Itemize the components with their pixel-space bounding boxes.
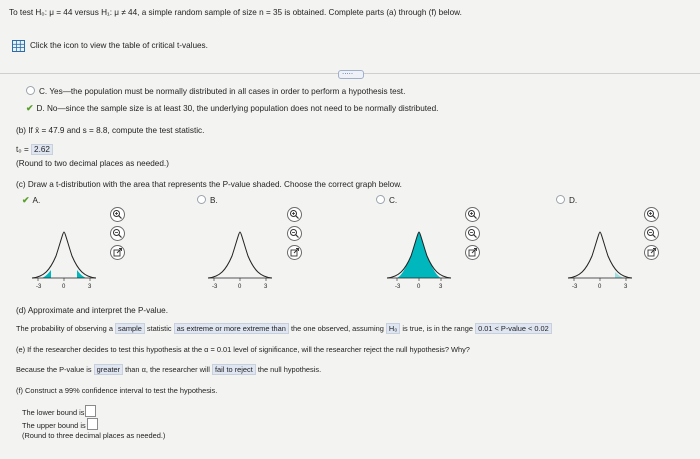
option-c-d[interactable]: D.	[556, 195, 577, 205]
t-curve	[32, 232, 96, 278]
zoom-out-icon[interactable]	[110, 226, 125, 241]
dropdown-sample[interactable]: sample	[115, 323, 145, 334]
tick-label: 3	[439, 284, 443, 290]
option-c-a[interactable]: ✔ A.	[22, 195, 41, 205]
t0-value-field[interactable]: 2.62	[31, 144, 53, 155]
zoom-in-icon[interactable]	[110, 207, 125, 222]
popout-icon[interactable]	[644, 245, 659, 260]
dropdown-comparison[interactable]: greater	[94, 364, 123, 375]
expand-button[interactable]: .....	[338, 70, 364, 79]
zoom-in-icon[interactable]	[287, 207, 302, 222]
dropdown-decision[interactable]: fail to reject	[212, 364, 256, 375]
part-c-prompt: (c) Draw a t-distribution with the area that represents the P-value shaded. Choose the correct graph below.	[16, 180, 402, 189]
tick-label: -3	[395, 284, 401, 290]
upper-bound-input[interactable]	[87, 418, 98, 430]
table-icon[interactable]	[12, 40, 25, 52]
zoom-out-icon[interactable]	[465, 226, 480, 241]
zoom-out-icon[interactable]	[287, 226, 302, 241]
part-f-prompt: (f) Construct a 99% confidence interval to test the hypothesis.	[16, 386, 218, 395]
t-curve	[208, 232, 272, 278]
radio-icon[interactable]	[197, 195, 206, 204]
tick-label: 3	[264, 284, 268, 290]
dropdown-hypothesis[interactable]: H₀	[386, 323, 400, 334]
t-curve	[568, 232, 632, 278]
zoom-in-icon[interactable]	[465, 207, 480, 222]
tick-label: -3	[36, 284, 42, 290]
t0-answer: t₀ = 2.62	[16, 145, 53, 154]
tick-label: 0	[417, 284, 421, 290]
option-c-c[interactable]: C.	[376, 195, 397, 205]
question-intro: To test H₀: μ = 44 versus H₁: μ ≠ 44, a simple random sample of size n = 35 is obtained. Complete parts (a) through (f) below.	[9, 8, 462, 17]
part-e-prompt: (e) If the researcher decides to test this hypothesis at the α = 0.01 level of significance, will the researcher reject the null hypothesis? Why?	[16, 345, 470, 354]
part-b-note: (Round to two decimal places as needed.)	[16, 159, 169, 168]
table-link[interactable]: Click the icon to view the table of critical t-values.	[30, 41, 208, 50]
graph-d	[566, 220, 646, 290]
part-f-note: (Round to three decimal places as needed.)	[22, 431, 166, 440]
part-e-answer: Because the P-value is greater than α, the researcher will fail to reject the null hypothesis.	[16, 365, 322, 374]
zoom-in-icon[interactable]	[644, 207, 659, 222]
shaded-right-tail	[77, 270, 96, 278]
tick-label: 3	[88, 284, 92, 290]
option-c-b[interactable]: B.	[197, 195, 218, 205]
part-b-prompt: (b) If x̄ = 47.9 and s = 8.8, compute the test statistic.	[16, 126, 205, 135]
dropdown-pvalue-range[interactable]: 0.01 < P-value < 0.02	[475, 323, 552, 334]
lower-bound-row: The lower bound is	[22, 405, 96, 417]
part-d-title: (d) Approximate and interpret the P-value.	[16, 306, 169, 315]
lower-bound-input[interactable]	[85, 405, 96, 417]
radio-icon[interactable]	[376, 195, 385, 204]
option-a-c[interactable]: C. Yes—the population must be normally distributed in all cases in order to perform a hypothesis test.	[26, 86, 405, 96]
graph-b	[206, 220, 286, 290]
upper-bound-row: The upper bound is	[22, 418, 98, 430]
popout-icon[interactable]	[287, 245, 302, 260]
shaded-left-tail	[32, 270, 51, 278]
check-icon: ✔	[26, 103, 34, 113]
popout-icon[interactable]	[465, 245, 480, 260]
tick-label: 3	[624, 284, 628, 290]
option-a-d[interactable]: ✔ D. No—since the sample size is at least 30, the underlying population does not need to be normally distributed.	[26, 103, 439, 113]
check-icon: ✔	[22, 195, 30, 205]
zoom-out-icon[interactable]	[644, 226, 659, 241]
tick-label: -3	[572, 284, 578, 290]
radio-icon[interactable]	[556, 195, 565, 204]
popout-icon[interactable]	[110, 245, 125, 260]
shaded-center-area	[397, 232, 441, 278]
tick-label: -3	[212, 284, 218, 290]
dropdown-extreme[interactable]: as extreme or more extreme than	[174, 323, 289, 334]
radio-icon[interactable]	[26, 86, 35, 95]
tick-label: 0	[62, 284, 66, 290]
tick-label: 0	[238, 284, 242, 290]
tick-label: 0	[598, 284, 602, 290]
shaded-right-tail	[615, 272, 632, 278]
graph-c	[385, 220, 465, 290]
graph-a	[30, 220, 110, 290]
part-d-sentence: The probability of observing a sample statistic as extreme or more extreme than the one observed, assuming H₀ is true, is in the range 0.01 < P-value < 0.02	[16, 324, 552, 333]
